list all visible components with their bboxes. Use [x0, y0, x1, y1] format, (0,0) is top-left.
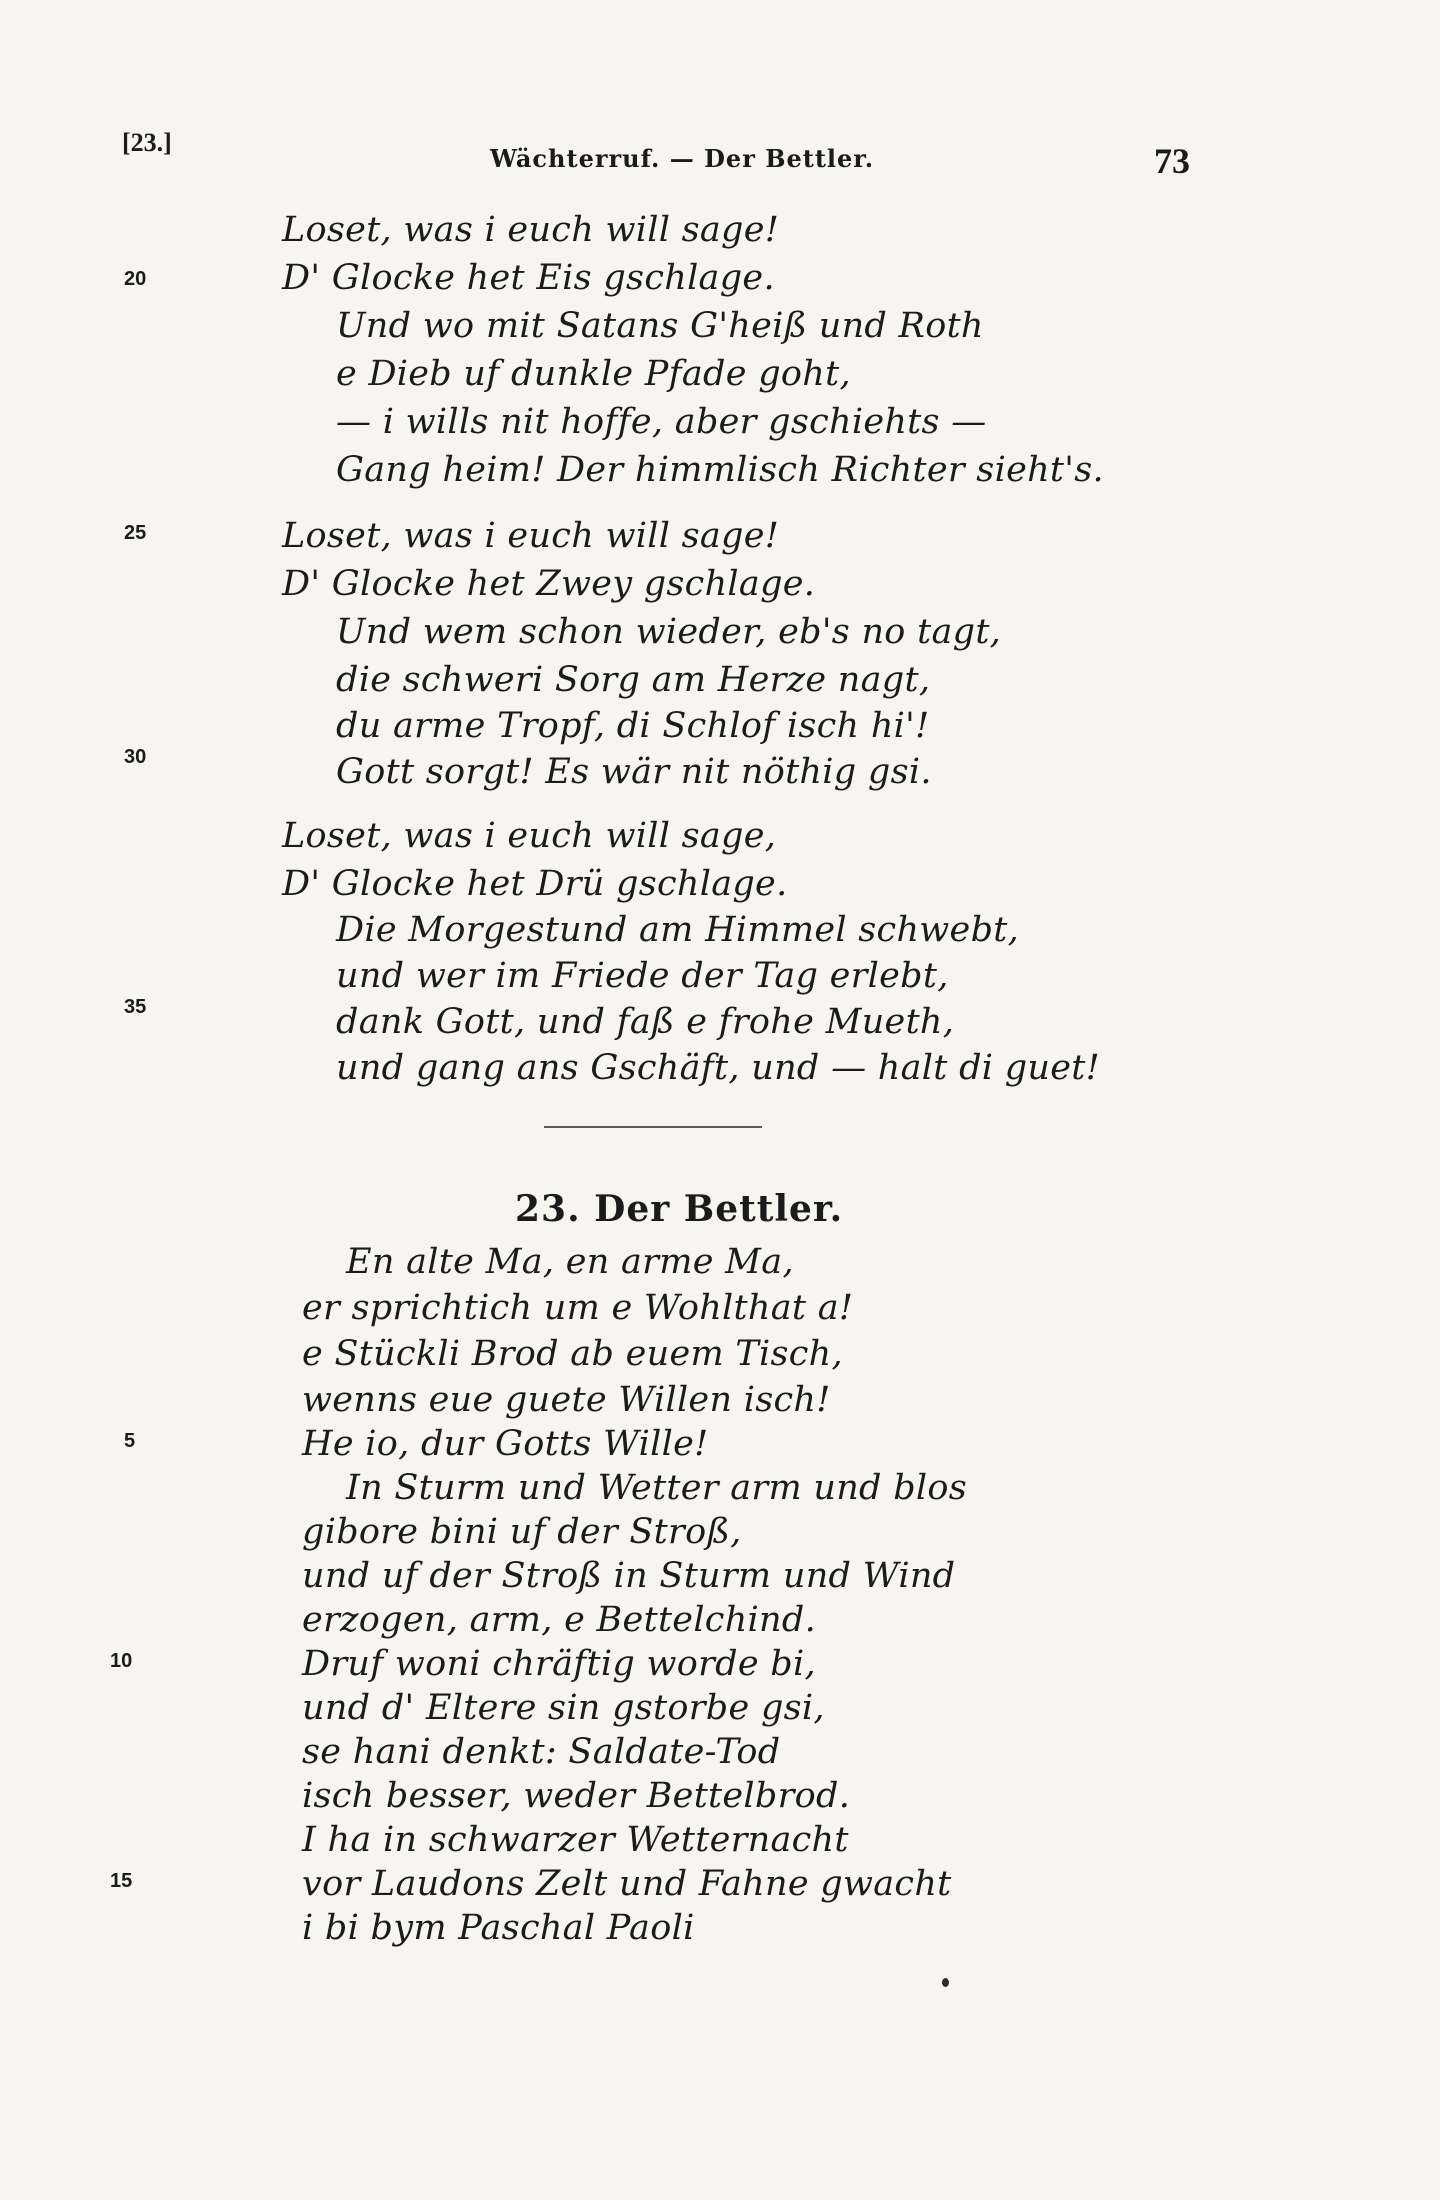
- verse-line: erzogen, arm, e Bettelchind.: [302, 1600, 817, 1640]
- verse-line: und uf der Stroß in Sturm und Wind: [302, 1556, 956, 1596]
- verse-line: Und wem schon wieder, eb's no tagt,: [336, 612, 1002, 652]
- verse-line: die schweri Sorg am Herze nagt,: [336, 660, 931, 700]
- verse-line: — i wills nit hoffe, aber gschiehts —: [336, 402, 987, 442]
- verse-line: En alte Ma, en arme Ma,: [346, 1242, 794, 1282]
- verse-line: wenns eue guete Willen isch!: [302, 1380, 831, 1420]
- verse-line: Loset, was i euch will sage!: [282, 210, 780, 250]
- verse-line: e Dieb uf dunkle Pfade goht,: [336, 354, 851, 394]
- verse-line: und gang ans Gschäft, und — halt di guet!: [336, 1048, 1100, 1088]
- poem-title: 23. Der Bettler.: [515, 1188, 844, 1230]
- verse-line: i bi bym Paschal Paoli: [302, 1908, 695, 1948]
- verse-line: isch besser, weder Bettelbrod.: [302, 1776, 851, 1816]
- verse-line: du arme Tropf, di Schlof isch hi'!: [336, 706, 930, 746]
- verse-line: Die Morgestund am Himmel schwebt,: [336, 910, 1020, 950]
- verse-line: und wer im Friede der Tag erlebt,: [336, 956, 949, 996]
- verse-line: vor Laudons Zelt und Fahne gwacht: [302, 1864, 952, 1904]
- ink-speck: [942, 1978, 949, 1987]
- line-number: 25: [124, 522, 147, 544]
- section-divider: [544, 1126, 762, 1128]
- verse-line: D' Glocke het Zwey gschlage.: [282, 564, 816, 604]
- line-number: 5: [124, 1430, 136, 1452]
- running-title: Wächterruf. — Der Bettler.: [490, 144, 875, 173]
- verse-line: Loset, was i euch will sage!: [282, 516, 780, 556]
- verse-line: dank Gott, und faß e frohe Mueth,: [336, 1002, 955, 1042]
- verse-line: Druf woni chräftig worde bi,: [302, 1644, 816, 1684]
- verse-line: und d' Eltere sin gstorbe gsi,: [302, 1688, 825, 1728]
- verse-line: er sprichtich um e Wohlthat a!: [302, 1288, 854, 1328]
- page-number: 73: [1154, 141, 1190, 181]
- verse-line: I ha in schwarzer Wetternacht: [302, 1820, 849, 1860]
- verse-line: D' Glocke het Eis gschlage.: [282, 258, 775, 298]
- line-number: 15: [110, 1870, 133, 1892]
- line-number: 10: [110, 1650, 133, 1672]
- verse-line: se hani denkt: Saldate-Tod: [302, 1732, 781, 1772]
- verse-line: Loset, was i euch will sage,: [282, 816, 777, 856]
- verse-line: He io, dur Gotts Wille!: [302, 1424, 709, 1464]
- verse-line: Gott sorgt! Es wär nit nöthig gsi.: [336, 752, 932, 792]
- verse-line: D' Glocke het Drü gschlage.: [282, 864, 788, 904]
- verse-line: e Stückli Brod ab euem Tisch,: [302, 1334, 843, 1374]
- line-number: 20: [124, 268, 147, 290]
- verse-line: In Sturm und Wetter arm und blos: [346, 1468, 968, 1508]
- line-number: 30: [124, 746, 147, 768]
- verse-line: gibore bini uf der Stroß,: [302, 1512, 742, 1552]
- verse-line: Gang heim! Der himmlisch Richter sieht's.: [336, 450, 1104, 490]
- verse-line: Und wo mit Satans G'heiß und Roth: [336, 306, 984, 346]
- line-number: 35: [124, 996, 147, 1018]
- section-marker: [23.]: [122, 128, 172, 157]
